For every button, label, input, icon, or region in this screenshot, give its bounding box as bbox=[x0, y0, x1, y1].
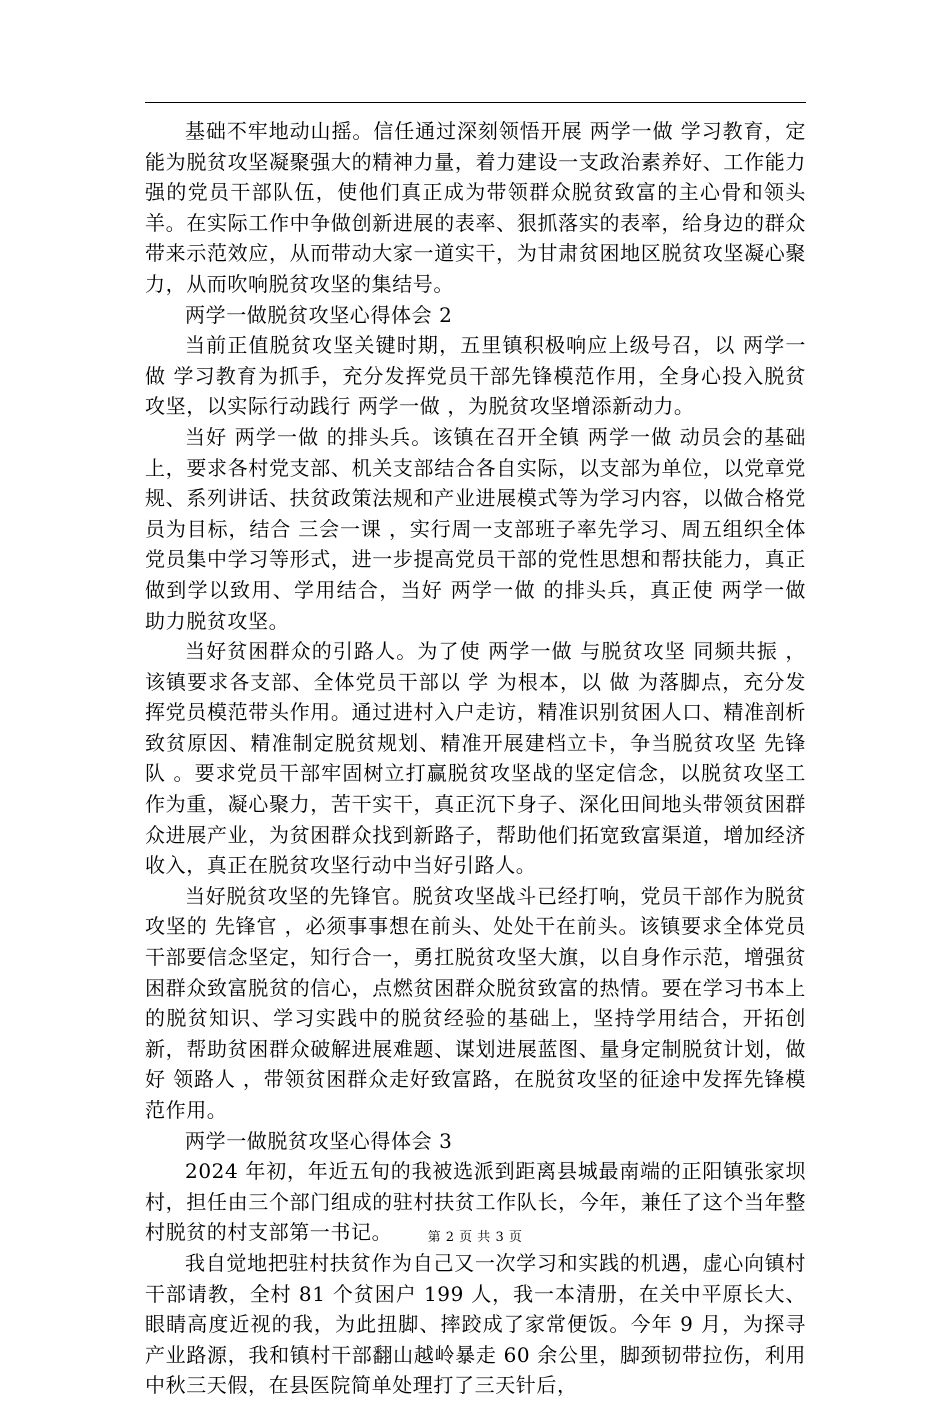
paragraph-self-aware: 我自觉地把驻村扶贫作为自己又一次学习和实践的机遇，虚心向镇村干部请教，全村 81 个贫困户 199 人，我一本清册，在关中平原长大、眼睛高度近视的我，为此扭脚、摔跤成了家常便饭。今年 9 月，为探寻产业路源，我和镇村干部翻山越岭暴走 60 余公里，脚颈韧带拉伤，利用中秋三天假，在县医院简单处理打了三天针后， bbox=[145, 1250, 806, 1398]
page-number: 第 2 页 共 3 页 bbox=[427, 1230, 523, 1245]
paragraph-continued-intro: 基础不牢地动山摇。信任通过深刻领悟开展 两学一做 学习教育，定能为脱贫攻坚凝聚强大的精神力量，着力建设一支政治素养好、工作能力强的党员干部队伍，使他们真正成为带领群众脱贫致富的主心骨和领头羊。在实际工作中争做创新进展的表率、狠抓落实的表率，给身边的群众带来示范效应，从而带动大家一道实干，为甘肃贫困地区脱贫攻坚凝心聚力，从而吹响脱贫攻坚的集结号。 bbox=[145, 119, 806, 296]
paragraph-current-period: 当前正值脱贫攻坚关键时期，五里镇积极响应上级号召，以 两学一做 学习教育为抓手，充分发挥党员干部先锋模范作用，全身心投入脱贫攻坚，以实际行动践行 两学一做 ，为脱贫攻坚增添新动力。 bbox=[145, 333, 806, 419]
paragraph-pioneer: 当好 两学一做 的排头兵。该镇在召开全镇 两学一做 动员会的基础上，要求各村党支部、机关支部结合各自实际，以支部为单位，以党章党规、系列讲话、扶贫政策法规和产业进展模式等为学习内容，以做合格党员为目标，结合 三会一课 ，实行周一支部班子率先学习、周五组织全体党员集中学习等形式，进一步提高党员干部的党性思想和帮扶能力，真正做到学以致用、学用结合，当好 两学一做 的排头兵，真正使 两学一做 助力脱贫攻坚。 bbox=[145, 424, 806, 633]
section-title-2: 两学一做脱贫攻坚心得体会 2 bbox=[185, 302, 453, 327]
section-title-3: 两学一做脱贫攻坚心得体会 3 bbox=[185, 1128, 453, 1153]
paragraph-2024: 2024 年初，年近五旬的我被选派到距离县城最南端的正阳镇张家坝村，担任由三个部门组成的驻村扶贫工作队长，今年，兼任了这个当年整村脱贫的村支部第一书记。 bbox=[145, 1159, 806, 1245]
header-rule bbox=[145, 102, 806, 103]
paragraph-guide: 当好贫困群众的引路人。为了使 两学一做 与脱贫攻坚 同频共振 ，该镇要求各支部、全体党员干部以 学 为根本，以 做 为落脚点，充分发挥党员模范带头作用。通过进村入户走访，精准识别贫困人口、精准剖析致贫原因、精准制定脱贫规划、精准开展建档立卡，争当脱贫攻坚 先锋队 。要求党员干部牢固树立打赢脱贫攻坚战的坚定信念，以脱贫攻坚工作为重，凝心聚力，苦干实干，真正沉下身子、深化田间地头带领贫困群众进展产业，为贫困群众找到新路子，帮助他们拓宽致富渠道，增加经济收入，真正在脱贫攻坚行动中当好引路人。 bbox=[145, 639, 806, 878]
paragraph-vanguard: 当好脱贫攻坚的先锋官。脱贫攻坚战斗已经打响，党员干部作为脱贫攻坚的 先锋官 ，必须事事想在前头、处处干在前头。该镇要求全体党员干部要信念坚定，知行合一，勇扛脱贫攻坚大旗，以自身作示范，增强贫困群众致富脱贫的信心，点燃贫困群众脱贫致富的热情。要在学习书本上的脱贫知识、学习实践中的脱贫经验的基础上，坚持学用结合，开拓创新，帮助贫困群众破解进展难题、谋划进展蓝图、量身定制脱贫计划，做好 领路人 ，带领贫困群众走好致富路，在脱贫攻坚的征途中发挥先锋模范作用。 bbox=[145, 883, 806, 1122]
document-body bbox=[145, 116, 806, 1401]
